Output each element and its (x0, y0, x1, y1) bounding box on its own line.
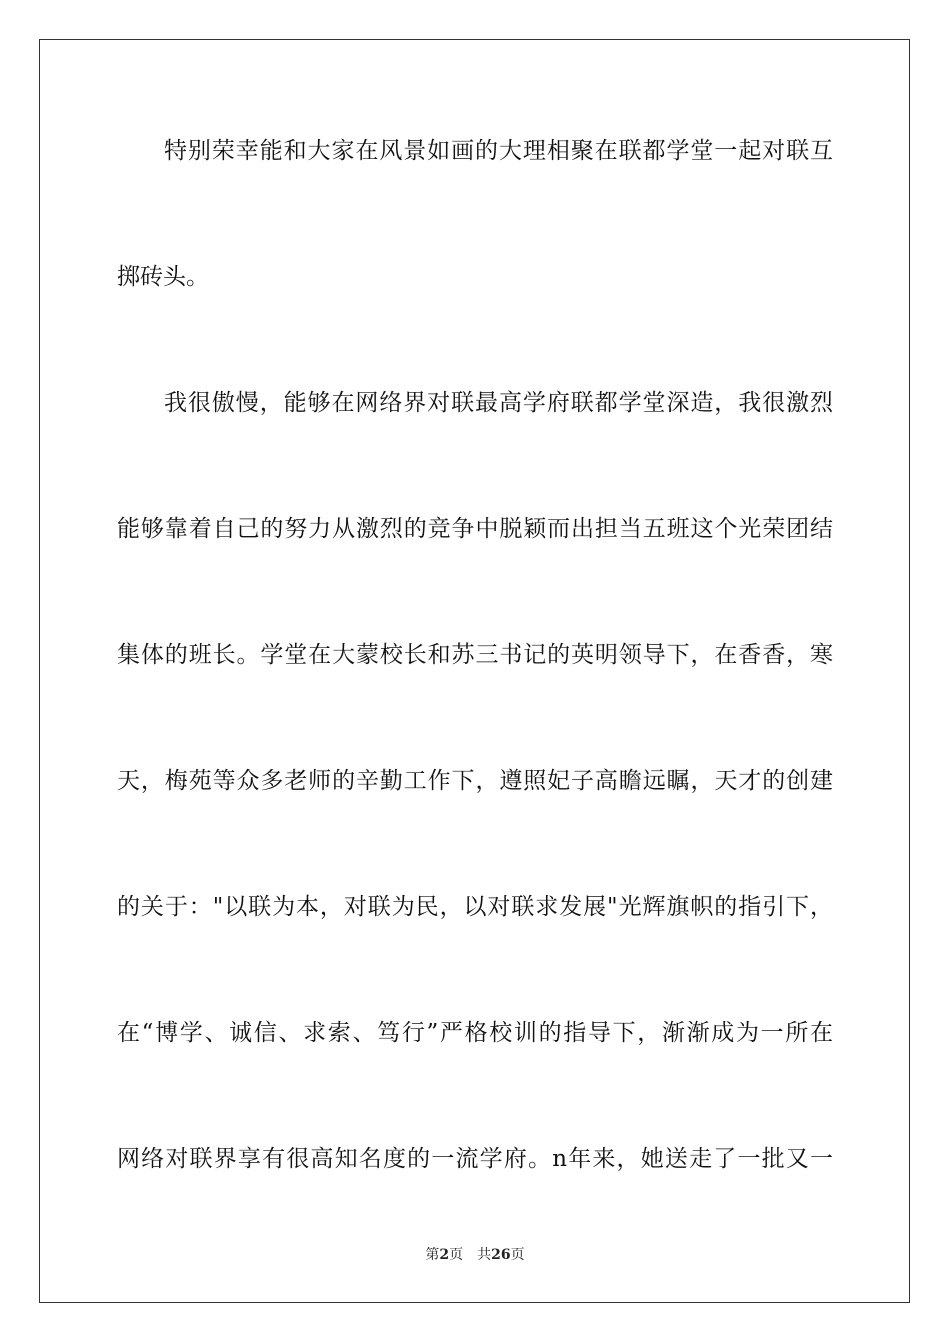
page-footer (0, 1246, 950, 1264)
paragraph-2-line-7: 网络对联界享有很高知名度的一流学府。n年来，她送走了一批又一 (117, 1146, 833, 1172)
total-prefix: 共 (477, 1247, 492, 1263)
paragraph-2-line-1: 我很傲慢，能够在网络界对联最高学府联都学堂深造，我很激烈 (164, 390, 833, 416)
paragraph-2-line-5: 的关于："以联为本，对联为民，以对联求发展"光辉旗帜的指引下， (117, 894, 833, 920)
paragraph-2-line-4: 天，梅苑等众多老师的辛勤工作下，遵照妃子高瞻远瞩，天才的创建 (117, 768, 833, 794)
paragraph-2-line-3: 集体的班长。学堂在大蒙校长和苏三书记的英明领导下，在香香，寒 (117, 642, 833, 668)
paragraph-1-line-2: 掷砖头。 (117, 264, 209, 290)
total-pages: 26 (491, 1247, 511, 1263)
paragraph-2-line-2: 能够靠着自己的努力从激烈的竞争中脱颖而出担当五班这个光荣团结 (117, 516, 833, 542)
total-suffix: 页 (510, 1247, 525, 1263)
page-suffix: 页 (449, 1247, 464, 1263)
page-border (39, 39, 910, 1303)
page-prefix: 第 (425, 1247, 440, 1263)
paragraph-1-line-1: 特别荣幸能和大家在风景如画的大理相聚在联都学堂一起对联互 (164, 138, 833, 164)
paragraph-2-line-6: 在“博学、诚信、求索、笃行”严格校训的指导下，渐渐成为一所在 (117, 1020, 833, 1046)
page-number: 2 (439, 1247, 450, 1263)
